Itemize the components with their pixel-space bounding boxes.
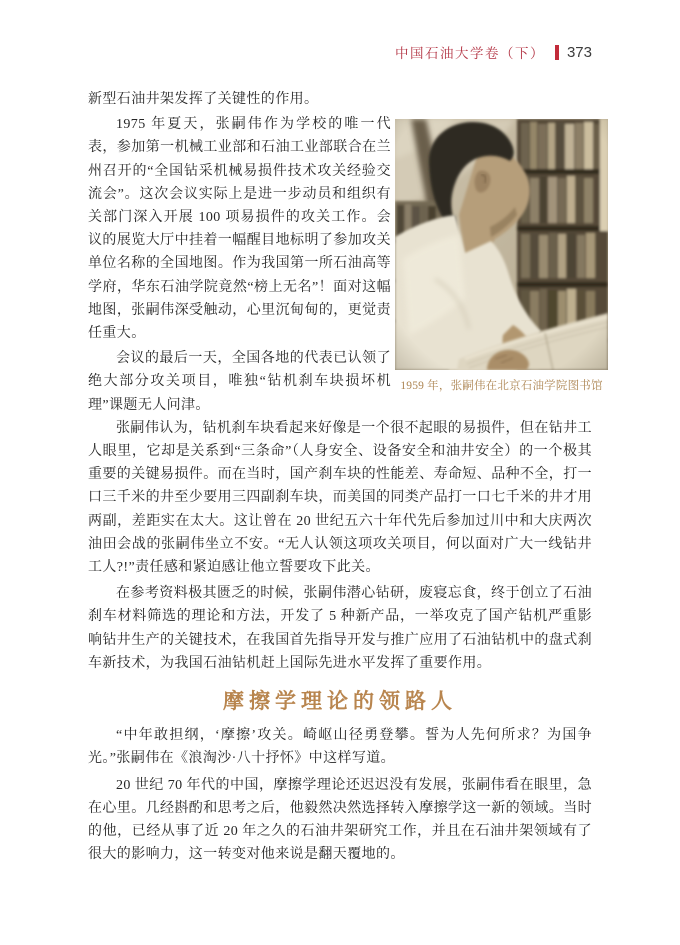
paragraph: “中年敢担纲，‘摩擦’攻关。崎岖山径勇登攀。誓为人先何所求？为国争光。”张嗣伟在《浪淘沙·八十抒怀》中这样写道。 bbox=[88, 728, 592, 767]
section-heading: 摩擦学理论的领路人 bbox=[223, 688, 457, 714]
section-paragraphs bbox=[88, 724, 592, 866]
paragraph: 张嗣伟认为，钻机刹车块看起来好像是一个很不起眼的易损件，但在钻井工人眼里，它却是关系到“三条命”（人身安全、设备安全和油井安全）的一个极其重要的关键易损件。而在当时，国产刹车块的性能差、寿命短、品种不全，打一口三千米的井至少要用三四副刹车块，而美国的同类产品打一口七千米的井才用两副，差距实在太大。这让曾在 20 世纪五六十年代先后参加过川中和大庆两次油田会战的张嗣伟坐立不安。“无人认领这项攻关项目，何以面对广大一线钻井工人?!”责任感和紧迫感让他立誓要攻下此关。 bbox=[88, 420, 592, 576]
paragraph: 新型石油井架发挥了关键性的作用。 bbox=[88, 92, 319, 107]
volume-title: 中国石油大学卷（下） bbox=[394, 46, 545, 61]
running-header bbox=[395, 42, 592, 62]
narrow-text-column bbox=[88, 88, 391, 417]
photo-figure bbox=[395, 119, 608, 398]
paragraph: 20 世纪 70 年代的中国，摩擦学理论还迟迟没有发展，张嗣伟看在眼里，急在心里。几经斟酌和思考之后，他毅然决然选择转入摩擦学这一新的领域。当时的他，已经从事了近 20 年之久的石油井架研究工作，并且在石油井架领域有了很大的影响力，这一转变对他来说是翻天覆地的。 bbox=[88, 777, 592, 863]
library-photo bbox=[395, 119, 608, 370]
text-and-photo-section bbox=[88, 88, 603, 417]
paragraph: 会议的最后一天，全国各地的代表已认领了绝大部分攻关项目，唯独“钻机刹车块损坏机理”课题无人问津。 bbox=[88, 351, 391, 413]
photo-figure-wrap bbox=[395, 119, 608, 398]
paragraph: 1975 年夏天，张嗣伟作为学校的唯一代表，参加第一机械工业部和石油工业部联合在兰州召开的“全国钻采机械易损件技术攻关经验交流会”。这次会议实际上是进一步动员和组织有关部门深入开展 100 项易损件的攻关工作。会议的展览大厅中挂着一幅醒目地标明了参加攻关单位名称的全国地图。作为我国第一所石油高等学府，华东石油学院竟然“榜上无名”！面对这幅地图，张嗣伟深受触动，心里沉甸甸的，更觉责任重大。 bbox=[88, 117, 391, 342]
header-accent-bar bbox=[555, 45, 559, 60]
page-content bbox=[88, 88, 603, 867]
page-number: 373 bbox=[566, 43, 592, 61]
photo-caption: 1959 年，张嗣伟在北京石油学院图书馆 bbox=[400, 380, 603, 392]
full-width-paragraphs bbox=[88, 417, 592, 675]
paragraph: 在参考资料极其匮乏的时候，张嗣伟潜心钻研，废寝忘食，终于创立了石油刹车材料筛选的理论和方法，开发了 5 种新产品，一举攻克了国产钻机严重影响钻井生产的关键技术，在我国首先指导开发与推广应用了石油钻机中的盘式刹车新技术，为我国石油钻机赶上国际先进水平发挥了重要作用。 bbox=[88, 586, 592, 671]
